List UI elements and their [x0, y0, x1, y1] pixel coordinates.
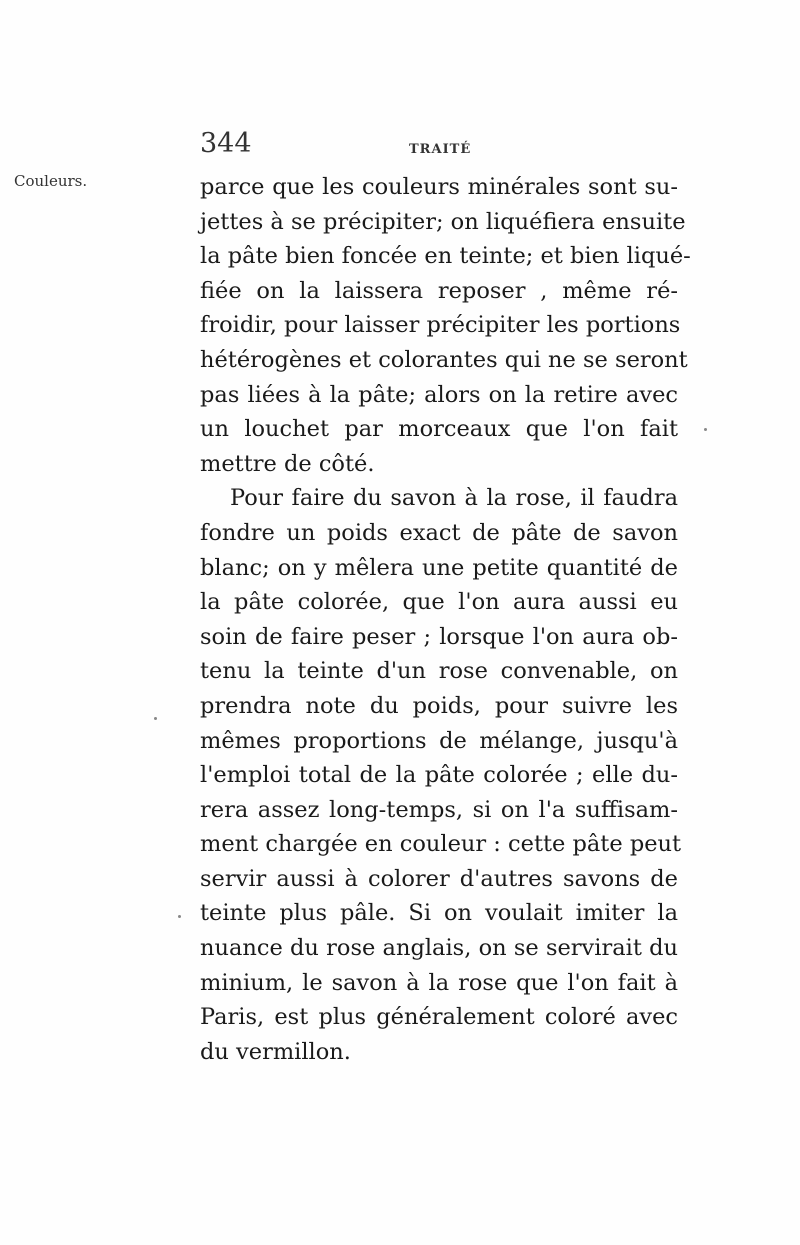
text-line: nuance du rose anglais, on se servirait du	[200, 935, 678, 962]
text-line: servir aussi à colorer d'autres savons de	[200, 865, 678, 892]
text-line: Paris, est plus généralement coloré avec	[200, 1004, 678, 1031]
text-line: un louchet par morceaux que l'on fait	[200, 416, 678, 443]
text-line: du vermillon.	[200, 1038, 351, 1065]
ink-speck	[178, 915, 181, 918]
text-line: fondre un poids exact de pâte de savon	[200, 519, 678, 546]
ink-speck	[704, 428, 707, 431]
text-line: fiée on la laissera reposer , même ré-	[200, 277, 678, 304]
page-number: 344	[200, 128, 252, 159]
text-line: jettes à se précipiter; on liquéfiera ensuite	[200, 208, 686, 235]
text-line: minium, le savon à la rose que l'on fait à	[200, 969, 678, 996]
body-text	[200, 170, 691, 1069]
text-line: la pâte bien foncée en teinte; et bien liqué-	[200, 243, 691, 270]
text-line: Pour faire du savon à la rose, il faudra	[230, 485, 678, 512]
text-line: tenu la teinte d'un rose convenable, on	[200, 658, 678, 685]
running-title: TRAITÉ	[409, 142, 472, 157]
text-line: mettre de côté.	[200, 450, 375, 477]
text-line: la pâte colorée, que l'on aura aussi eu	[200, 589, 678, 616]
text-line: rera assez long-temps, si on l'a suffisam-	[200, 796, 678, 823]
text-line: soin de faire peser ; lorsque l'on aura ob-	[200, 623, 678, 650]
margin-note: Couleurs.	[14, 172, 88, 190]
ink-speck	[154, 717, 157, 720]
text-line: prendra note du poids, pour suivre les	[200, 692, 678, 719]
text-line: pas liées à la pâte; alors on la retire avec	[200, 381, 678, 408]
text-line: blanc; on y mêlera une petite quantité de	[200, 554, 678, 581]
text-line: ment chargée en couleur : cette pâte peut	[200, 831, 682, 858]
paragraph-1	[200, 170, 691, 481]
text-line: parce que les couleurs minérales sont su-	[200, 174, 678, 200]
text-line: froidir, pour laisser précipiter les portions	[200, 312, 681, 339]
text-line: mêmes proportions de mélange, jusqu'à	[200, 727, 678, 754]
text-line: teinte plus pâle. Si on voulait imiter la	[200, 900, 678, 927]
paragraph-2	[200, 481, 682, 1069]
text-line: hétérogènes et colorantes qui ne se seront	[200, 346, 688, 373]
text-line: l'emploi total de la pâte colorée ; elle du-	[200, 762, 678, 789]
